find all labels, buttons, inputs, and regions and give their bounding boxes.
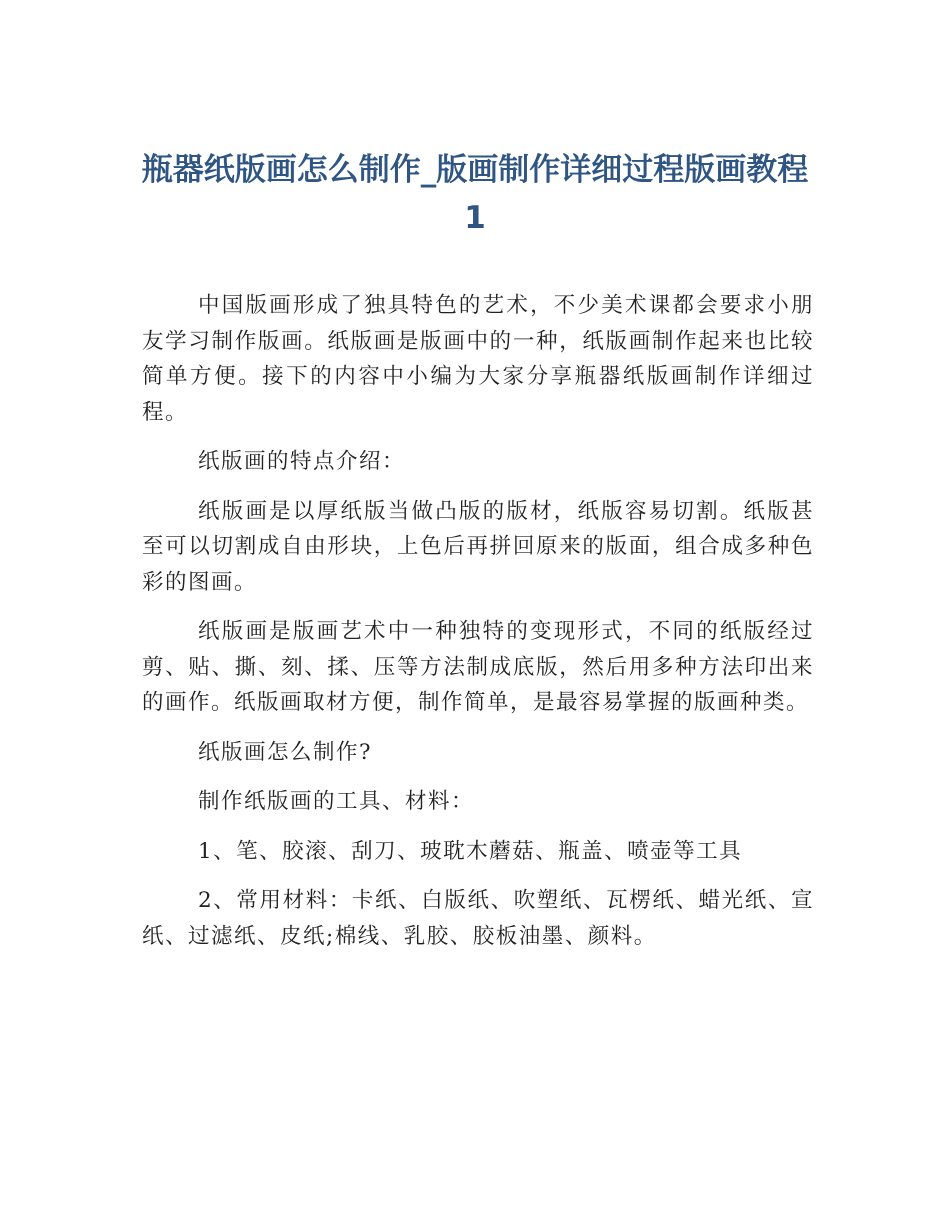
paragraph-features-1: 纸版画是以厚纸版当做凸版的版材，纸版容易切割。纸版甚至可以切割成自由形块，上色后再拼回原来的版面，组合成多种色彩的图画。 — [142, 498, 814, 595]
document-title: 瓶器纸版画怎么制作_版画制作详细过程版画教程 1 — [141, 152, 809, 236]
paragraph-features-2: 纸版画是版画艺术中一种独特的变现形式，不同的纸版经过剪、贴、撕、刻、揉、压等方法制成底版，然后用多种方法印出来的画作。纸版画取材方便，制作简单，是最容易掌握的版画种类。 — [142, 619, 814, 715]
document-body — [142, 288, 814, 968]
paragraph-tools-heading: 制作纸版画的工具、材料： — [198, 789, 475, 814]
paragraph-tools-list: 1、笔、胶滚、刮刀、玻耽木蘑菇、瓶盖、喷壶等工具 — [198, 838, 743, 864]
paragraph-intro: 中国版画形成了独具特色的艺术，不少美术课都会要求小朋友学习制作版画。纸版画是版画中的一种，纸版画制作起来也比较简单方便。接下的内容中小编为大家分享瓶器纸版画制作详细过程。 — [142, 293, 814, 425]
paragraph-features-heading: 纸版画的特点介绍： — [198, 449, 406, 474]
paragraph-materials-list: 2、常用材料：卡纸、白版纸、吹塑纸、瓦楞纸、蜡光纸、宣纸、过滤纸、皮纸;棉线、乳胶、胶板油墨、颜料。 — [142, 888, 814, 949]
paragraph-howto-heading: 纸版画怎么制作? — [198, 739, 373, 765]
